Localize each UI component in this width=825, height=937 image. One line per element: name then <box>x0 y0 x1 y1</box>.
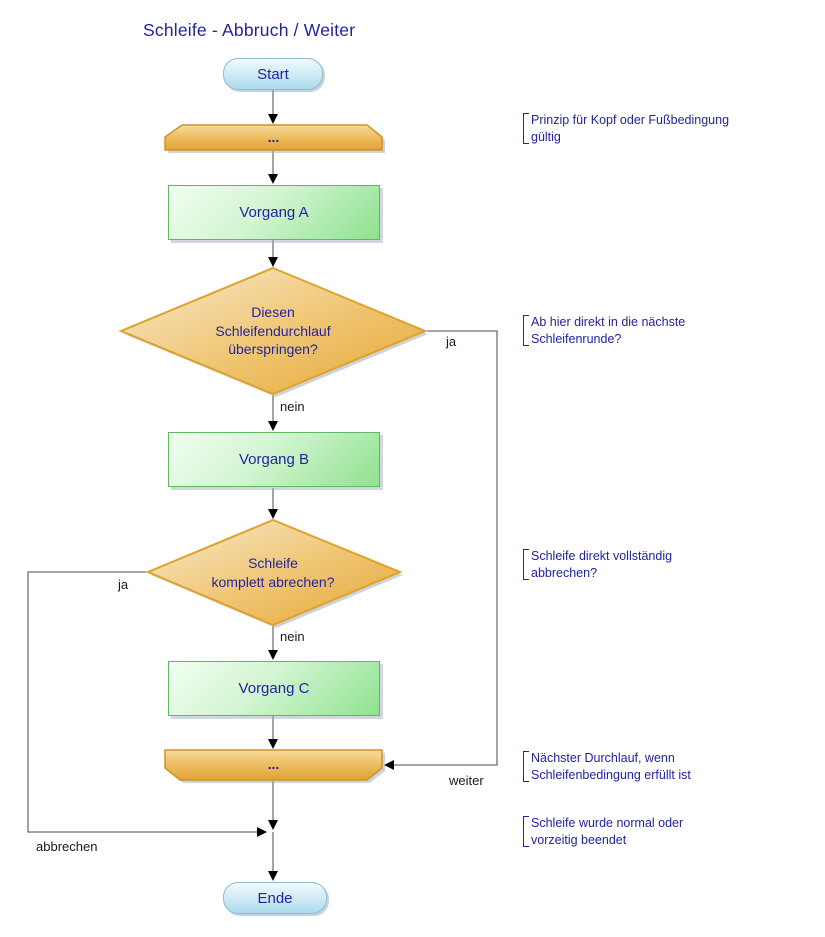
decision-skip-line3: überspringen? <box>228 341 318 357</box>
bracket-icon <box>523 315 529 346</box>
edge-label-skip-yes: ja <box>446 334 457 349</box>
annotation-full-break <box>523 548 672 581</box>
bracket-icon <box>523 816 529 847</box>
decision-skip-line1: Diesen <box>251 304 295 320</box>
loop-begin-label: ... <box>267 129 280 145</box>
annotation-full-break-line1: Schleife direkt vollständig <box>531 549 673 563</box>
flowchart-title: Schleife - Abbruch / Weiter <box>143 20 356 40</box>
process-c-node <box>168 661 380 716</box>
annotation-loop-ended <box>523 815 683 848</box>
decision-break-label <box>148 554 398 591</box>
end-node <box>223 882 327 914</box>
edge-label-abort: abbrechen <box>36 839 98 854</box>
annotation-principle-line2: gültig <box>531 129 561 144</box>
annotation-principle-line1: Prinzip für Kopf oder Fußbedingung <box>531 113 730 127</box>
edge-label-break-no: nein <box>280 629 305 644</box>
process-a-node <box>168 185 380 240</box>
decision-skip-line2: Schleifendurchlauf <box>215 322 331 339</box>
edge-label-continue: weiter <box>449 773 484 788</box>
decision-break-line1: Schleife <box>248 555 298 571</box>
decision-break-line2: komplett abrechen? <box>211 573 335 590</box>
annotation-next-round <box>523 314 685 347</box>
annotation-next-pass <box>523 750 691 783</box>
bracket-icon <box>523 751 529 782</box>
annotation-principle <box>523 112 729 145</box>
annotation-full-break-line2: abbrechen? <box>531 565 598 580</box>
annotation-next-pass-line1: Nächster Durchlauf, wenn <box>531 751 675 765</box>
start-node-label: Start <box>257 65 289 83</box>
loop-end-label: ... <box>267 756 280 772</box>
bracket-icon <box>523 113 529 144</box>
annotation-next-round-line2: Schleifenrunde? <box>531 331 622 346</box>
process-c-label: Vorgang C <box>238 680 310 697</box>
end-node-label: Ende <box>257 889 293 907</box>
process-b-node <box>168 432 380 487</box>
annotation-next-round-line1: Ab hier direkt in die nächste <box>531 315 686 329</box>
annotation-loop-ended-line2: vorzeitig beendet <box>531 832 627 847</box>
process-a-label: Vorgang A <box>239 204 309 221</box>
decision-skip-label <box>148 303 398 359</box>
connector-skip-yes-branch <box>385 331 497 765</box>
process-b-label: Vorgang B <box>238 451 310 468</box>
annotation-loop-ended-line1: Schleife wurde normal oder <box>531 816 684 830</box>
edge-label-skip-no: nein <box>280 399 305 414</box>
bracket-icon <box>523 549 529 580</box>
start-node <box>223 58 323 90</box>
annotation-next-pass-line2: Schleifenbedingung erfüllt ist <box>531 767 691 782</box>
edge-label-break-yes: ja <box>118 577 129 592</box>
